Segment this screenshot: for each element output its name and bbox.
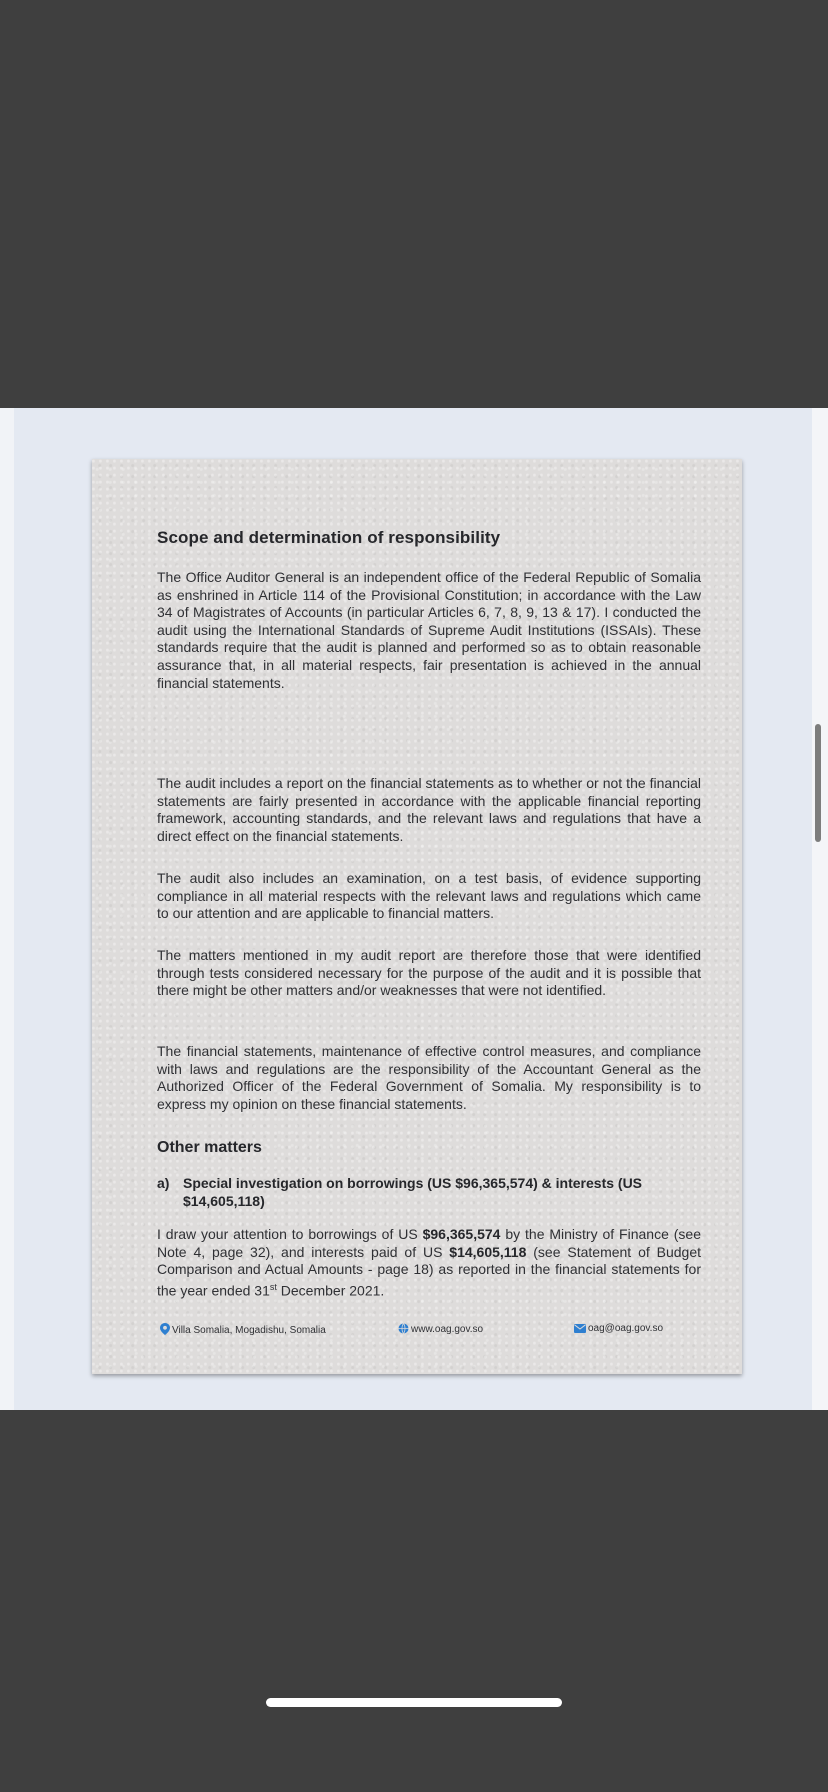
mail-icon — [574, 1324, 586, 1333]
list-marker: a) — [157, 1175, 170, 1191]
paragraph: The matters mentioned in my audit report are therefore those that were identified through tests considered necessary for the purpose of the audit and it is possible that there might be other matters and/or weaknesses that were not identified. — [157, 947, 701, 999]
text-run: by the Ministry of Finance (see Note 4, page 32), and interests paid of US — [157, 1226, 701, 1260]
document-page — [92, 459, 742, 1374]
home-indicator[interactable] — [266, 1698, 562, 1707]
scrollbar[interactable] — [815, 724, 821, 842]
footer-email[interactable] — [574, 1323, 663, 1334]
paragraph: The audit includes a report on the financial statements as to whether or not the financial statements are fairly presented in accordance with the applicable financial reporting framework, accounting standards, and the relevant laws and regulations that have a direct effect on the financial statements. — [157, 775, 701, 844]
top-blank-area — [0, 0, 828, 408]
viewer-right-edge — [812, 408, 828, 1410]
location-pin-icon — [160, 1323, 170, 1335]
text-run: I draw your attention to borrowings of US — [157, 1226, 423, 1242]
other-matters-heading: Other matters — [157, 1139, 262, 1156]
website-link[interactable]: www.oag.gov.so — [411, 1324, 484, 1335]
globe-icon — [398, 1323, 409, 1334]
text-run: December 2021. — [276, 1282, 385, 1299]
paragraph: The audit also includes an examination, on a test basis, of evidence supporting compliance in all material respects with the relevant laws and regulations which came to our attention and are applicable to financial matters. — [157, 870, 701, 922]
footer-address — [160, 1323, 326, 1336]
document-viewer[interactable] — [0, 408, 828, 1410]
sub-heading — [157, 1175, 701, 1210]
paragraph-borrowings — [157, 1226, 701, 1300]
section-heading: Scope and determination of responsibility — [157, 528, 501, 547]
footer-website[interactable] — [398, 1323, 483, 1335]
viewer-left-edge — [0, 408, 14, 1410]
interests-amount: $14,605,118 — [449, 1243, 527, 1260]
borrowings-amount: $96,365,574 — [422, 1226, 501, 1242]
paragraph: The Office Auditor General is an independent office of the Federal Republic of Somalia as enshrined in Article 114 of the Provisional Constitution; in accordance with the Law 34 of Magistrates of Accounts (in particular Articles 6, 7, 8, 9, 13 & 17). I conducted the audit using the International Standards of Supreme Audit Institutions (ISSAIs). These standards require that the audit is planned and performed so as to obtain reasonable assurance that, in all material respects, fair presentation is achieved in the annual financial statements. — [157, 569, 701, 691]
address-text: Villa Somalia, Mogadishu, Somalia — [172, 1325, 326, 1336]
text-run: (see Statement of Budget Comparison and Actual Amounts - page 18) as reported in the financial statements for the year ended 31 — [157, 1243, 702, 1299]
email-link[interactable]: oag@oag.gov.so — [588, 1323, 664, 1334]
sub-heading-text: Special investigation on borrowings (US $96,365,574) & interests (US $14,605,118) — [183, 1175, 643, 1209]
ordinal-suffix: st — [269, 1281, 277, 1292]
paragraph: The financial statements, maintenance of effective control measures, and compliance with laws and regulations are the responsibility of the Accountant General as the Authorized Officer of the Federal Government of Somalia. My responsibility is to express my opinion on these financial statements. — [157, 1043, 701, 1112]
